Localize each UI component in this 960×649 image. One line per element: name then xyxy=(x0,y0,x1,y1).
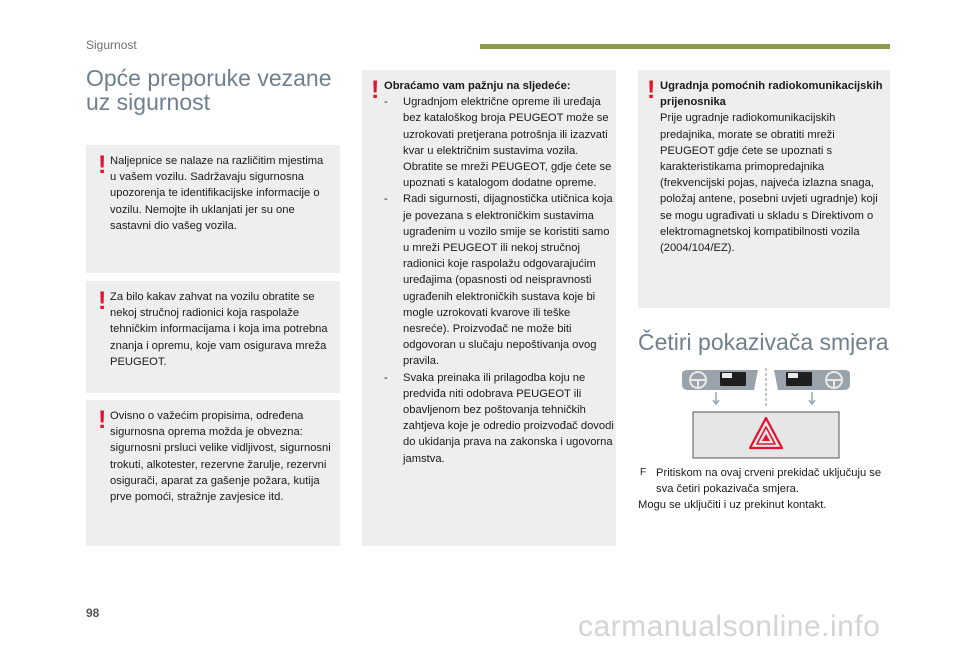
right-dashboard-icon xyxy=(774,370,850,404)
warning-box-labels xyxy=(86,145,340,273)
warning-box-text: Za bilo kakav zahvat na vozilu obratite se nekoj stručnoj radionici koja raspolaže tehničkim informacijama i koja ima potrebna znanja i opremu, koje vam osigurava mreža PEUGEOT. xyxy=(110,291,328,368)
left-dashboard-icon xyxy=(682,370,758,404)
instruction-note: Mogu se uključiti i uz prekinut kontakt. xyxy=(638,499,827,512)
list-item-text: Ugradnjom električne opreme ili uređaja bez kataloškog broja PEUGEOT može se uzrokovati pretjerana potrošnja ili izazvati kvar u električnim sustavima vozila. Obratite se mreži PEUGEOT, gdje ćete se upoznati s katalogom dodatne opreme. xyxy=(403,96,612,190)
warning-icon: ! xyxy=(98,406,107,434)
warning-title: Ugradnja pomoćnih radiokomunikacijskih prijenosnika xyxy=(660,80,883,109)
warning-box-text: Ovisno o važećim propisima, određena sigurnosna oprema možda je obvezna: sigurnosni prsluci velike vidljivost, sigurnosni trokuti, alkotester, rezervne žarulje, rezervni osigurači, aparat za gašenje požara, kutija prve pomoći, stražnje zavjesice itd. xyxy=(110,410,331,504)
warning-intro: Obraćamo vam pažnju na sljedeće: xyxy=(384,80,571,92)
list-dash: - xyxy=(384,371,388,384)
warning-icon: ! xyxy=(371,76,380,104)
warning-text: Prije ugradnje radiokomunikacijskih predajnika, morate se obratiti mreži PEUGEOT gdje ćete se upoznati s karakteristikama primopredajnika (frekvencijski pojas, najveća izlazna snaga, položaj antene, posebni uvjeti ugradnje) koji se mogu ugrađivati u skladu s Direktivom o elektromagnetskoj kompatibilnosti vozila (2004/104/EZ). xyxy=(660,112,878,255)
list-dash: - xyxy=(384,96,388,109)
section-label: Sigurnost xyxy=(86,38,137,52)
page-title-line2: uz sigurnost xyxy=(86,89,211,115)
warning-box-content xyxy=(384,78,614,467)
warning-box-electrical xyxy=(362,70,616,546)
instruction-text: Pritiskom na ovaj crveni prekidač uključuju se sva četiri pokazivača smjera. xyxy=(656,467,882,496)
warning-icon: ! xyxy=(98,287,107,315)
page-title-line1: Opće preporuke vezane xyxy=(86,65,332,91)
list-item xyxy=(384,94,614,191)
warning-box-equipment xyxy=(86,400,340,546)
warning-box-content xyxy=(660,78,884,256)
page-number: 98 xyxy=(86,606,100,620)
warning-icon: ! xyxy=(647,76,656,104)
hazard-instructions xyxy=(638,465,890,514)
list-item xyxy=(384,191,614,369)
list-item-text: Radi sigurnosti, dijagnostička utičnica koja je povezana s elektroničkim sustavima ugrađenim u vozilo smije se koristiti samo u mreži PEUGEOT ili nekoj stručnoj radionici koje raspolažu odgovarajućim uređajima (opasnosti od neispravnosti ugrađenih elektroničkih sustava koje bi mogle uzrokovati kvarove ili teške nesreće). Proizvođač ne može biti odgovoran u slučaju nepoštivanja ovog pravila. xyxy=(403,193,613,368)
dashboard-illustration xyxy=(676,366,856,460)
warning-box-text: Naljepnice se nalaze na različitim mjestima u vašem vozilu. Sadržavaju sigurnosna upozorenja te identifikacijske informacije o vozilu. Nemojte ih uklanjati jer su one sastavni dio vašeg vozila. xyxy=(110,155,324,232)
warning-icon: ! xyxy=(98,151,107,179)
hazard-switch xyxy=(693,412,839,458)
warning-box-radio xyxy=(638,70,890,308)
bullet-icon: F xyxy=(640,467,647,478)
warning-box-workshop xyxy=(86,281,340,393)
header-rule xyxy=(480,44,890,49)
section-title: Četiri pokazivača smjera xyxy=(638,329,889,355)
list-item xyxy=(384,370,614,467)
list-item-text: Svaka preinaka ili prilagodba koju ne predviđa niti odobrava PEUGEOT ili obavljenom bez poštovanja tehničkih zahtjeva koje je odredio proizvođač dovodi do ukidanja prava na zakonska i ugovorna jamstva. xyxy=(403,371,614,465)
watermark: carmanualsonline.info xyxy=(578,610,881,643)
list-dash: - xyxy=(384,193,388,206)
page-title xyxy=(86,66,346,114)
instruction-item xyxy=(638,465,890,497)
